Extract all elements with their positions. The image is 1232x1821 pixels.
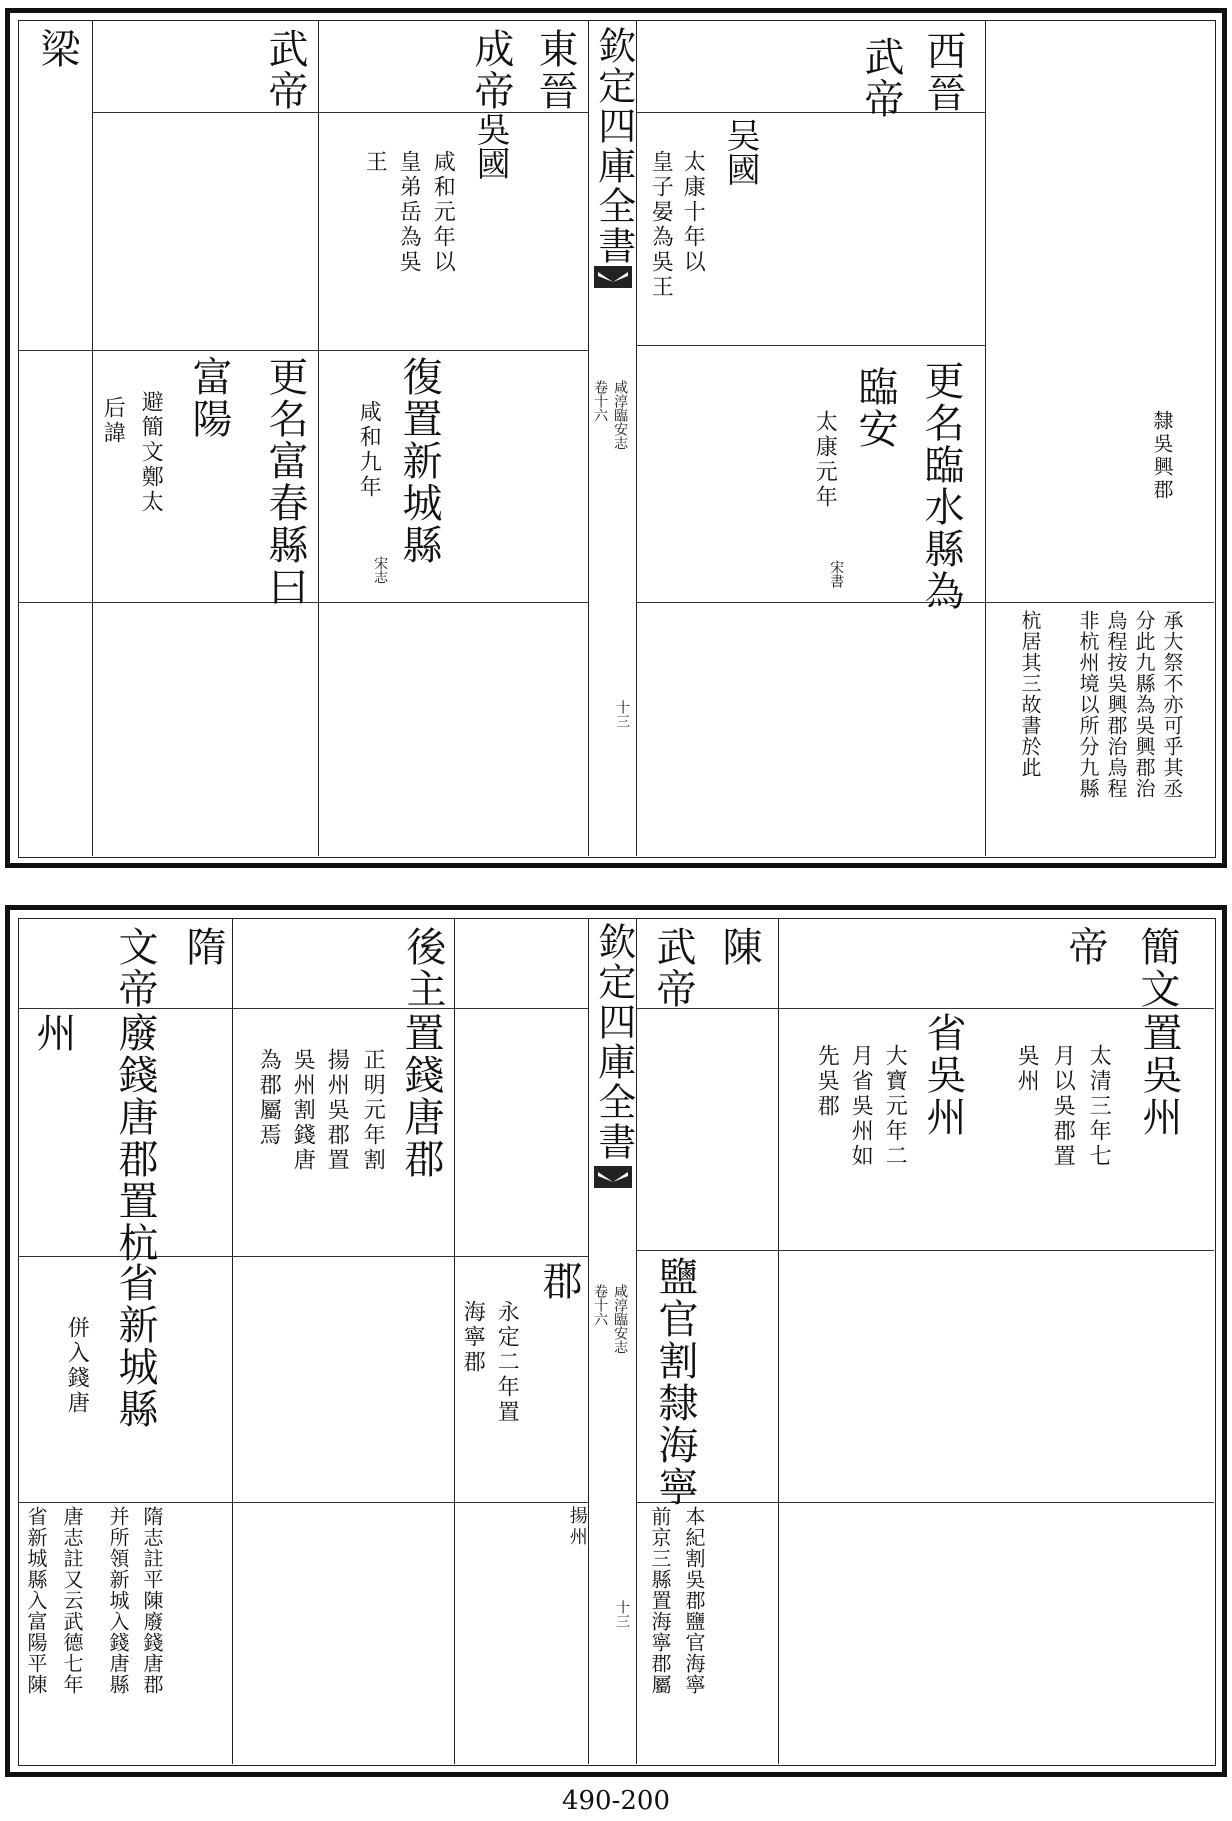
bottom-abolish-note-3: 先吳郡: [814, 1044, 840, 1119]
bottom-abolish-xincheng: 省新城縣: [112, 1262, 158, 1430]
bottom-yanguan-note-2: 前京三縣置海寧郡屬: [648, 1506, 672, 1695]
bottom-right-hline-2: [636, 1250, 1214, 1251]
bottom-abolish-note-1: 大寶元年二: [882, 1044, 908, 1169]
bottom-qiantang-note-3: 吳州割錢唐: [290, 1048, 316, 1173]
top-east-wu-note-1: 咸和元年以: [430, 150, 456, 275]
top-commentary-4: 非杭州境以所分九縣: [1076, 610, 1100, 799]
top-spine-line-left: [588, 20, 589, 856]
bottom-yanguan-transfer: 鹽官割隸海寧: [652, 1256, 698, 1508]
top-wu-note-2: 皇子晏為吳王: [648, 150, 674, 300]
top-spine-fishtail: [594, 266, 632, 288]
top-left-hline-2: [18, 350, 588, 351]
top-wu-note-1: 太康十年以: [680, 150, 706, 275]
top-east-wu-note-2: 皇弟岳為吳: [396, 150, 422, 275]
bottom-era-chen: 陳: [716, 926, 762, 968]
top-linan-source: 宋書: [828, 560, 845, 588]
bottom-set-wuzhou: 置吳州: [1136, 1012, 1182, 1138]
top-east-wu-note-3: 王: [362, 150, 388, 175]
page-number: 490-200: [561, 1786, 671, 1816]
top-spine-line-right: [636, 20, 637, 856]
top-right-hline-2: [636, 345, 986, 346]
top-left-divider-1: [318, 20, 319, 856]
top-xincheng-source: 宋志: [372, 556, 389, 584]
bottom-spine-volume: 卷十六: [592, 1284, 609, 1326]
bottom-qiantang-note-2: 揚州吳郡置: [324, 1048, 350, 1173]
top-left-hline-1: [92, 112, 588, 113]
bottom-spine-folio: 十三: [614, 1600, 631, 1628]
bottom-abolish-note-2: 月省吳州如: [848, 1044, 874, 1169]
bottom-sui-commentary-3: 唐志註又云武德七年: [60, 1506, 84, 1695]
bottom-chen-wudi: 武帝: [650, 926, 696, 1010]
top-fuyang-note-1: 避簡文鄭太: [138, 390, 164, 515]
bottom-left-divider-1: [454, 918, 455, 1764]
bottom-haining-note-1: 永定二年置: [494, 1300, 520, 1425]
top-wu-kingdom: 吴國: [720, 118, 761, 186]
bottom-yanguan-note-1: 本紀割吳郡鹽官海寧: [682, 1506, 706, 1695]
bottom-era-sui: 隋: [180, 926, 226, 968]
bottom-spine-line-right: [636, 918, 637, 1764]
bottom-abolish-qiantang: 廢錢唐郡置杭: [112, 1012, 158, 1264]
bottom-spine-line-left: [588, 918, 589, 1764]
bottom-haining-note-2: 海寧郡: [460, 1300, 486, 1375]
top-commentary-2: 分此九縣為吳興郡治: [1132, 610, 1156, 799]
bottom-right-hline-1: [636, 1008, 1214, 1009]
top-fuyang-name: 富陽: [186, 356, 232, 440]
bottom-right-hline-3: [636, 1502, 1214, 1503]
bottom-left-hline-2: [18, 1256, 588, 1257]
bottom-abolish-wuzhou: 省吳州: [920, 1012, 966, 1138]
top-emperor-chengdi: 成帝: [468, 28, 514, 112]
top-emperor-wudi-left: 武帝: [262, 28, 308, 112]
top-fuyang-note-2: 后諱: [100, 396, 126, 446]
top-east-wu-kingdom: 吳國: [470, 112, 511, 180]
top-spine-folio: 十三: [614, 700, 631, 728]
bottom-spine-fishtail: [594, 1166, 632, 1188]
bottom-jianwen-emperor: 帝: [1062, 926, 1108, 968]
bottom-houzhu-emperor: 後主: [400, 926, 446, 1010]
bottom-wuzhou-note-2: 月以吳郡置: [1050, 1044, 1076, 1169]
bottom-wuzhou-note-1: 太清三年七: [1086, 1044, 1112, 1169]
bottom-right-divider-1: [778, 918, 779, 1764]
bottom-merge-note: 併入錢唐: [64, 1316, 90, 1416]
top-spine-title: 欽定四庫全書: [591, 26, 636, 266]
bottom-left-hline-1: [18, 1008, 588, 1009]
top-era-western-jin: 西晉: [920, 30, 966, 114]
top-rename-fuchun: 更名富春縣曰: [262, 356, 308, 608]
bottom-left-hline-3: [18, 1502, 588, 1503]
top-spine-volume: 卷十六: [592, 380, 609, 422]
top-commentary-5: 杭居其三故書於此: [1018, 610, 1042, 778]
bottom-qiantang-note-4: 為郡屬焉: [256, 1048, 282, 1148]
top-era-eastern-jin: 東晉: [532, 28, 578, 112]
top-left-divider-2: [92, 20, 93, 856]
top-linan-note: 太康元年: [812, 410, 838, 510]
bottom-jianwen-title: 簡文: [1134, 926, 1180, 1010]
bottom-wuzhou-note-3: 吳州: [1014, 1044, 1040, 1094]
top-xincheng-note: 咸和九年: [356, 400, 382, 500]
top-linan-name: 臨安: [852, 366, 898, 450]
top-rename-linshui: 更名臨水縣為: [918, 360, 964, 612]
top-emperor-wudi: 武帝: [858, 36, 904, 120]
top-wuxing-note: 隸吳興郡: [1150, 410, 1174, 502]
bottom-sui-commentary-4: 省新城縣入富陽平陳: [24, 1506, 48, 1695]
bottom-hangzhou-char: 州: [30, 1012, 76, 1054]
bottom-spine-book: 咸淳臨安志: [612, 1284, 629, 1354]
bottom-jun-char: 郡: [536, 1260, 582, 1302]
bottom-sui-commentary-1: 隋志註平陳廢錢唐郡: [140, 1506, 164, 1695]
top-spine-book: 咸淳臨安志: [612, 380, 629, 450]
top-commentary-3: 烏程按吳興郡治烏程: [1104, 610, 1128, 799]
bottom-spine-title: 欽定四庫全書: [591, 922, 636, 1162]
top-restore-xincheng: 復置新城縣: [396, 356, 442, 566]
top-commentary-1: 承大祭不亦可乎其丞: [1160, 610, 1184, 799]
bottom-sui-commentary-2: 并所領新城入錢唐縣: [106, 1506, 130, 1695]
bottom-left-divider-2: [232, 918, 233, 1764]
bottom-set-qiantang: 置錢唐郡: [398, 1012, 444, 1180]
top-right-divider-1: [985, 20, 986, 856]
top-era-liang: 梁: [34, 28, 80, 70]
bottom-sui-wendi: 文帝: [112, 926, 158, 1010]
bottom-haining-note-3: 揚州: [566, 1506, 588, 1548]
bottom-qiantang-note-1: 正明元年割: [360, 1048, 386, 1173]
